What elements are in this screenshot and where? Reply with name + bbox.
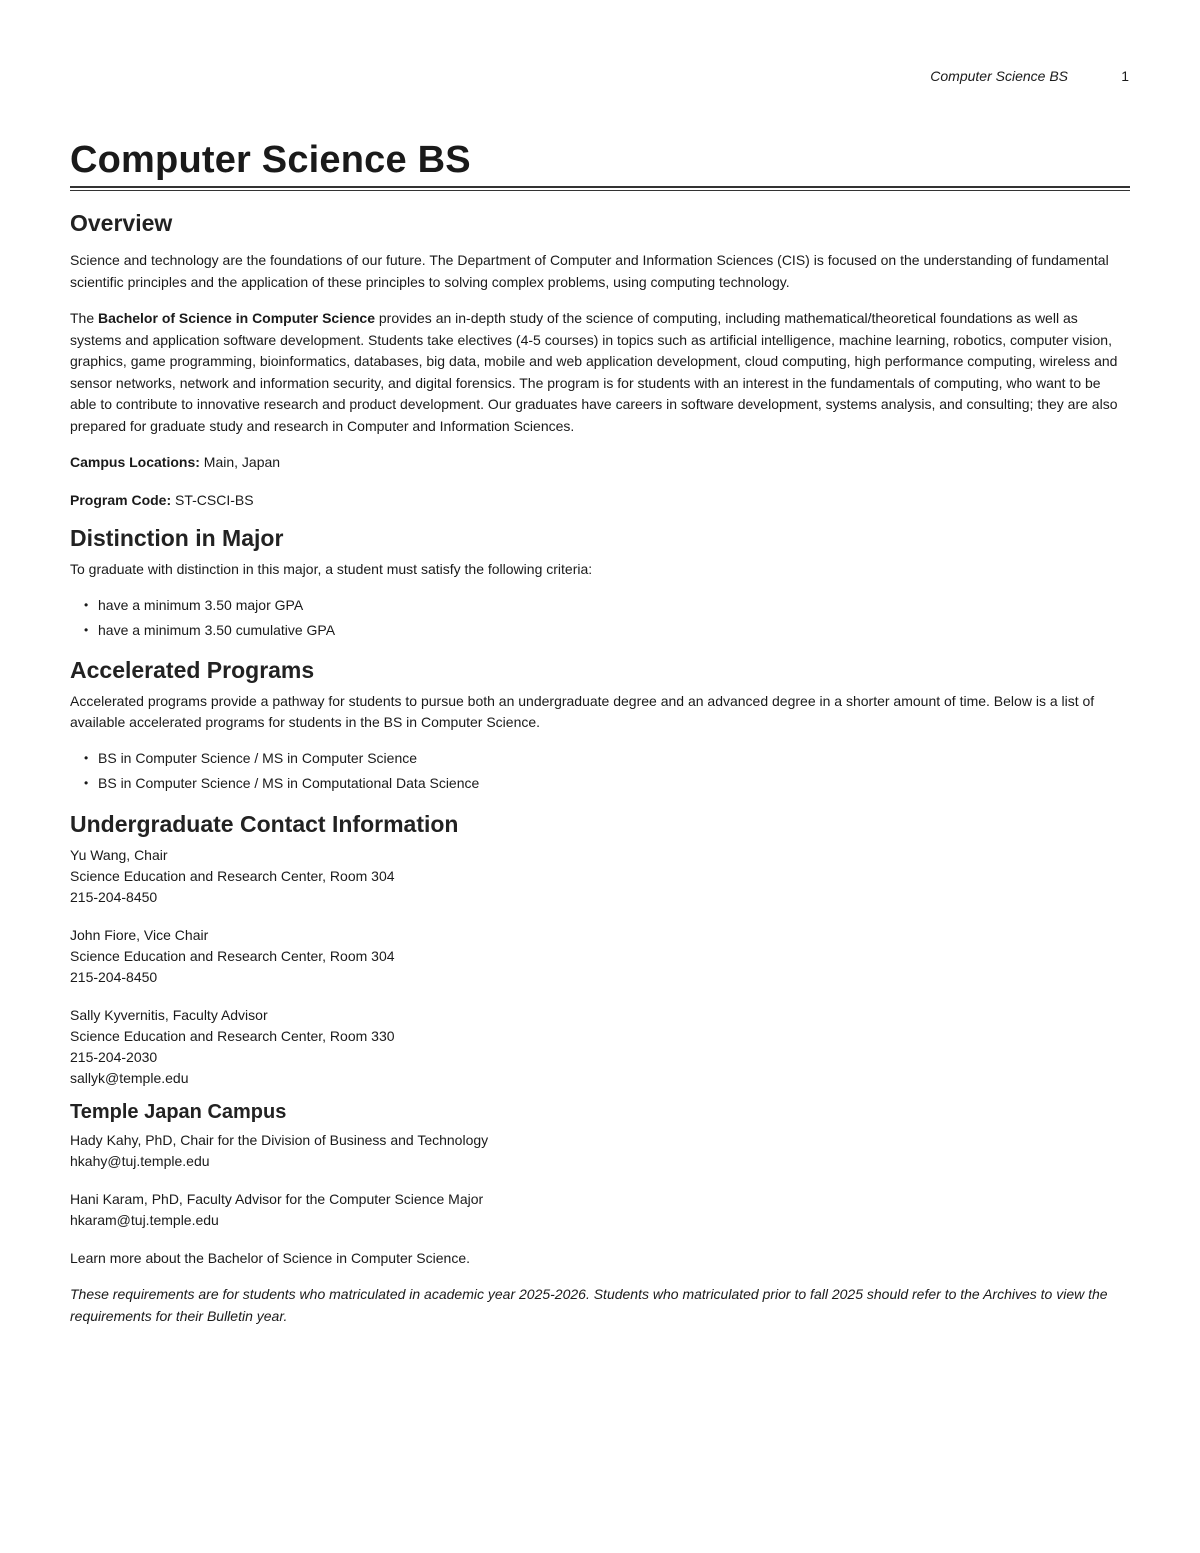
learn-more-link[interactable]: Learn more about the Bachelor of Science in Computer Science. xyxy=(70,1249,471,1266)
contact-phone: 215-204-8450 xyxy=(70,968,158,985)
list-item: • BS in Computer Science / MS in Computational Data Science xyxy=(70,771,1130,796)
program-code: Program Code: ST-CSCI-BS xyxy=(70,491,254,508)
contact-email[interactable]: sallyk@temple.edu xyxy=(70,1069,189,1086)
contact-name: John Fiore, Vice Chair xyxy=(70,926,209,943)
campus-locations: Campus Locations: Main, Japan xyxy=(70,454,281,470)
contact-location: Science Education and Research Center, Room 330 xyxy=(70,1027,395,1044)
contact-heading: Undergraduate Contact Information xyxy=(70,810,459,837)
contact-card xyxy=(70,1005,1130,1089)
contact-card xyxy=(70,1130,1130,1172)
contact-location: Science Education and Research Center, Room 304 xyxy=(70,867,395,884)
requirements-note: These requirements are for students who matriculated in academic year 2025-2026. Students who matriculated prior to fall 2025 should refer to the Archives to view the requirements for their Bulletin year. xyxy=(70,1286,1108,1324)
contact-phone: 215-204-8450 xyxy=(70,888,158,905)
overview-paragraph: Science and technology are the foundations of our future. The Department of Computer and Information Sciences (CIS) is focused on the understanding of fundamental scientific principles and the application of these principles to solving complex problems, using computing technology. xyxy=(70,252,1109,290)
page-title: Computer Science BS xyxy=(70,139,471,181)
running-title: Computer Science BS xyxy=(930,68,1068,84)
contact-email[interactable]: hkahy@tuj.temple.edu xyxy=(70,1152,210,1169)
overview-heading: Overview xyxy=(70,210,173,236)
contact-name: Yu Wang, Chair xyxy=(70,846,168,863)
contact-card xyxy=(70,925,1130,988)
accelerated-list xyxy=(70,746,1130,796)
main-content xyxy=(70,208,1130,1327)
title-rule xyxy=(70,186,1130,191)
list-item: • have a minimum 3.50 major GPA xyxy=(70,593,1130,618)
degree-name: Bachelor of Science in Computer Science xyxy=(98,310,375,326)
distinction-intro: To graduate with distinction in this major, a student must satisfy the following criteria: xyxy=(70,561,593,577)
page-number: 1 xyxy=(1121,68,1129,84)
contact-location: Science Education and Research Center, Room 304 xyxy=(70,947,395,964)
distinction-list xyxy=(70,593,1130,643)
accelerated-heading: Accelerated Programs xyxy=(70,656,315,683)
contact-email[interactable]: hkaram@tuj.temple.edu xyxy=(70,1211,219,1228)
contact-name: Hani Karam, PhD, Faculty Advisor for the Computer Science Major xyxy=(70,1190,484,1207)
contact-phone: 215-204-2030 xyxy=(70,1048,158,1065)
list-item: • have a minimum 3.50 cumulative GPA xyxy=(70,618,1130,643)
contact-card xyxy=(70,845,1130,908)
distinction-heading: Distinction in Major xyxy=(70,525,284,551)
accelerated-intro: Accelerated programs provide a pathway for students to pursue both an undergraduate degree and an advanced degree in a shorter amount of time. Below is a list of available accelerated programs for students in the BS in Computer Science. xyxy=(70,692,1095,730)
bachelor-description: The Bachelor of Science in Computer Science provides an in-depth study of the science of computing, including mathematical/theoretical foundations as well as systems and application software development. Students take electives (4-5 courses) in topics such as artificial intelligence, machine learning, robotics, computer vision, graphics, game programming, bioinformatics, databases, big data, mobile and web application development, cloud computing, high performance computing, wireless and sensor networks, network and information security, and digital forensics. The program is for students with an interest in the fundamentals of computing, who want to be able to contribute to innovative research and product development. Our graduates have careers in software development, systems analysis, and consulting; they are also prepared for graduate study and research in Computer and Information Sciences. xyxy=(70,310,1118,434)
running-header xyxy=(70,68,1130,88)
japan-heading: Temple Japan Campus xyxy=(70,1100,287,1123)
contact-name: Sally Kyvernitis, Faculty Advisor xyxy=(70,1006,268,1023)
contact-card xyxy=(70,1189,1130,1231)
list-item: • BS in Computer Science / MS in Computer Science xyxy=(70,746,1130,771)
contact-name: Hady Kahy, PhD, Chair for the Division of Business and Technology xyxy=(70,1131,489,1148)
